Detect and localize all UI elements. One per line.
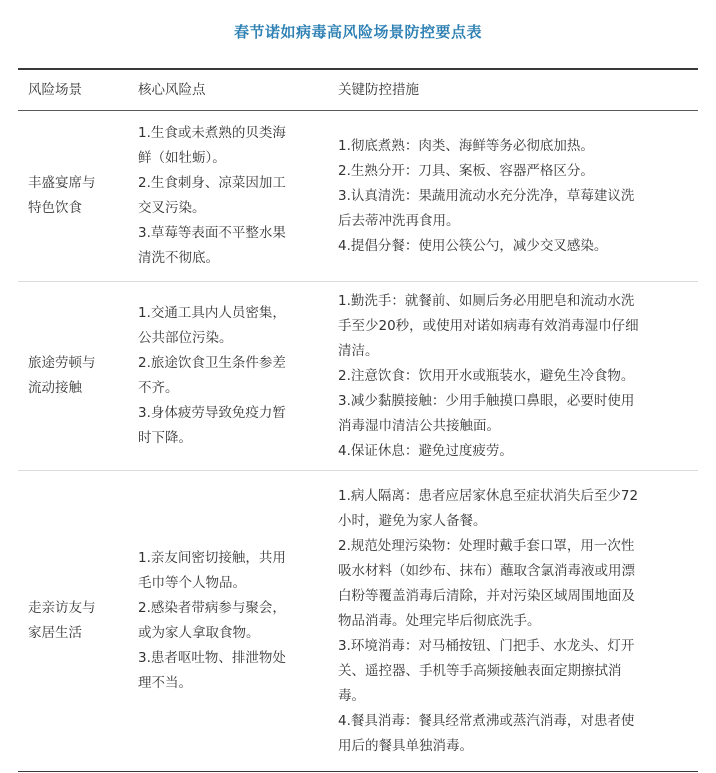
measures-cell bbox=[324, 111, 698, 282]
risk-line: 理不当。 bbox=[138, 675, 192, 691]
scene-line: 走亲访友与 bbox=[28, 600, 96, 616]
measure-line: 小时，避免为家人备餐。 bbox=[338, 512, 487, 529]
risk-line: 3.身体疲劳导致免疫力暂 bbox=[138, 405, 286, 421]
measure-line: 3.减少黏膜接触：少用手触摸口鼻眼，必要时使用 bbox=[338, 392, 635, 409]
measures-cell bbox=[324, 471, 698, 772]
measure-line: 吸水材料（如纱布、抹布）蘸取含氯消毒液或用漂 bbox=[338, 562, 635, 579]
prevention-table bbox=[18, 68, 698, 772]
header-risks: 核心风险点 bbox=[128, 69, 324, 111]
scene-cell bbox=[18, 471, 128, 772]
table-row bbox=[18, 471, 698, 772]
risk-line: 1.生食或未煮熟的贝类海 bbox=[138, 125, 286, 141]
risk-line: 2.旅途饮食卫生条件参差 bbox=[138, 355, 286, 371]
header-measures: 关键防控措施 bbox=[324, 69, 698, 111]
risk-line: 不齐。 bbox=[138, 380, 179, 396]
risk-line: 交叉污染。 bbox=[138, 200, 206, 216]
risks-cell bbox=[128, 111, 324, 282]
measure-line: 3.环境消毒：对马桶按钮、门把手、水龙头、灯开 bbox=[338, 637, 635, 654]
header-row bbox=[18, 69, 698, 111]
scene-cell bbox=[18, 282, 128, 471]
table-title: 春节诺如病毒高风险场景防控要点表 bbox=[233, 23, 482, 41]
measure-line: 2.规范处理污染物：处理时戴手套口罩，用一次性 bbox=[338, 537, 635, 554]
scene-line: 丰盛宴席与 bbox=[28, 175, 96, 191]
scene-line: 旅途劳顿与 bbox=[28, 355, 96, 371]
measure-line: 4.保证休息：避免过度疲劳。 bbox=[338, 442, 513, 459]
measure-line: 清洁。 bbox=[338, 342, 379, 359]
scene-line: 家居生活 bbox=[28, 625, 82, 641]
measure-line: 2.生熟分开：刀具、案板、容器严格区分。 bbox=[338, 162, 594, 179]
measure-line: 2.注意饮食：饮用开水或瓶装水，避免生冷食物。 bbox=[338, 367, 635, 384]
measure-line: 1.病人隔离：患者应居家休息至症状消失后至少72 bbox=[338, 487, 639, 504]
measure-line: 1.彻底煮熟：肉类、海鲜等务必彻底加热。 bbox=[338, 137, 594, 154]
table-row bbox=[18, 111, 698, 282]
measure-line: 物品消毒。处理完毕后彻底洗手。 bbox=[338, 612, 541, 629]
measure-line: 消毒湿巾清洁公共接触面。 bbox=[338, 417, 500, 434]
risk-line: 鲜（如牡蛎）。 bbox=[138, 150, 226, 166]
measure-line: 关、遥控器、手机等手高频接触表面定期擦拭消 bbox=[338, 662, 622, 679]
risk-line: 公共部位污染。 bbox=[138, 330, 233, 346]
header-scene: 风险场景 bbox=[18, 69, 128, 111]
risk-line: 时下降。 bbox=[138, 430, 192, 446]
measure-line: 用后的餐具单独消毒。 bbox=[338, 737, 473, 754]
measures-cell bbox=[324, 282, 698, 471]
measure-line: 手至少20秒，或使用对诺如病毒有效消毒湿巾仔细 bbox=[338, 317, 639, 334]
measure-line: 后去蒂冲洗再食用。 bbox=[338, 212, 460, 229]
measure-line: 毒。 bbox=[338, 687, 365, 704]
risk-line: 3.草莓等表面不平整水果 bbox=[138, 225, 286, 241]
scene-line: 流动接触 bbox=[28, 380, 82, 396]
risk-line: 毛巾等个人物品。 bbox=[138, 575, 246, 591]
risks-cell bbox=[128, 471, 324, 772]
risk-line: 1.交通工具内人员密集， bbox=[138, 305, 286, 321]
scene-cell bbox=[18, 111, 128, 282]
risk-line: 或为家人拿取食物。 bbox=[138, 625, 260, 641]
risk-line: 1.亲友间密切接触，共用 bbox=[138, 550, 286, 566]
risk-line: 2.感染者带病参与聚会， bbox=[138, 600, 286, 616]
measure-line: 4.餐具消毒：餐具经常煮沸或蒸汽消毒，对患者使 bbox=[338, 712, 635, 729]
measure-line: 白粉等覆盖消毒后清除，并对污染区域周围地面及 bbox=[338, 587, 635, 604]
risk-line: 清洗不彻底。 bbox=[138, 250, 219, 266]
measure-line: 4.提倡分餐：使用公筷公勺，减少交叉感染。 bbox=[338, 237, 608, 254]
measure-line: 1.勤洗手：就餐前、如厕后务必用肥皂和流动水洗 bbox=[338, 292, 635, 309]
table-row bbox=[18, 282, 698, 471]
risk-line: 2.生食刺身、凉菜因加工 bbox=[138, 175, 286, 191]
scene-line: 特色饮食 bbox=[28, 200, 82, 216]
risks-cell bbox=[128, 282, 324, 471]
measure-line: 3.认真清洗：果蔬用流动水充分洗净，草莓建议洗 bbox=[338, 187, 635, 204]
risk-line: 3.患者呕吐物、排泄物处 bbox=[138, 650, 286, 666]
